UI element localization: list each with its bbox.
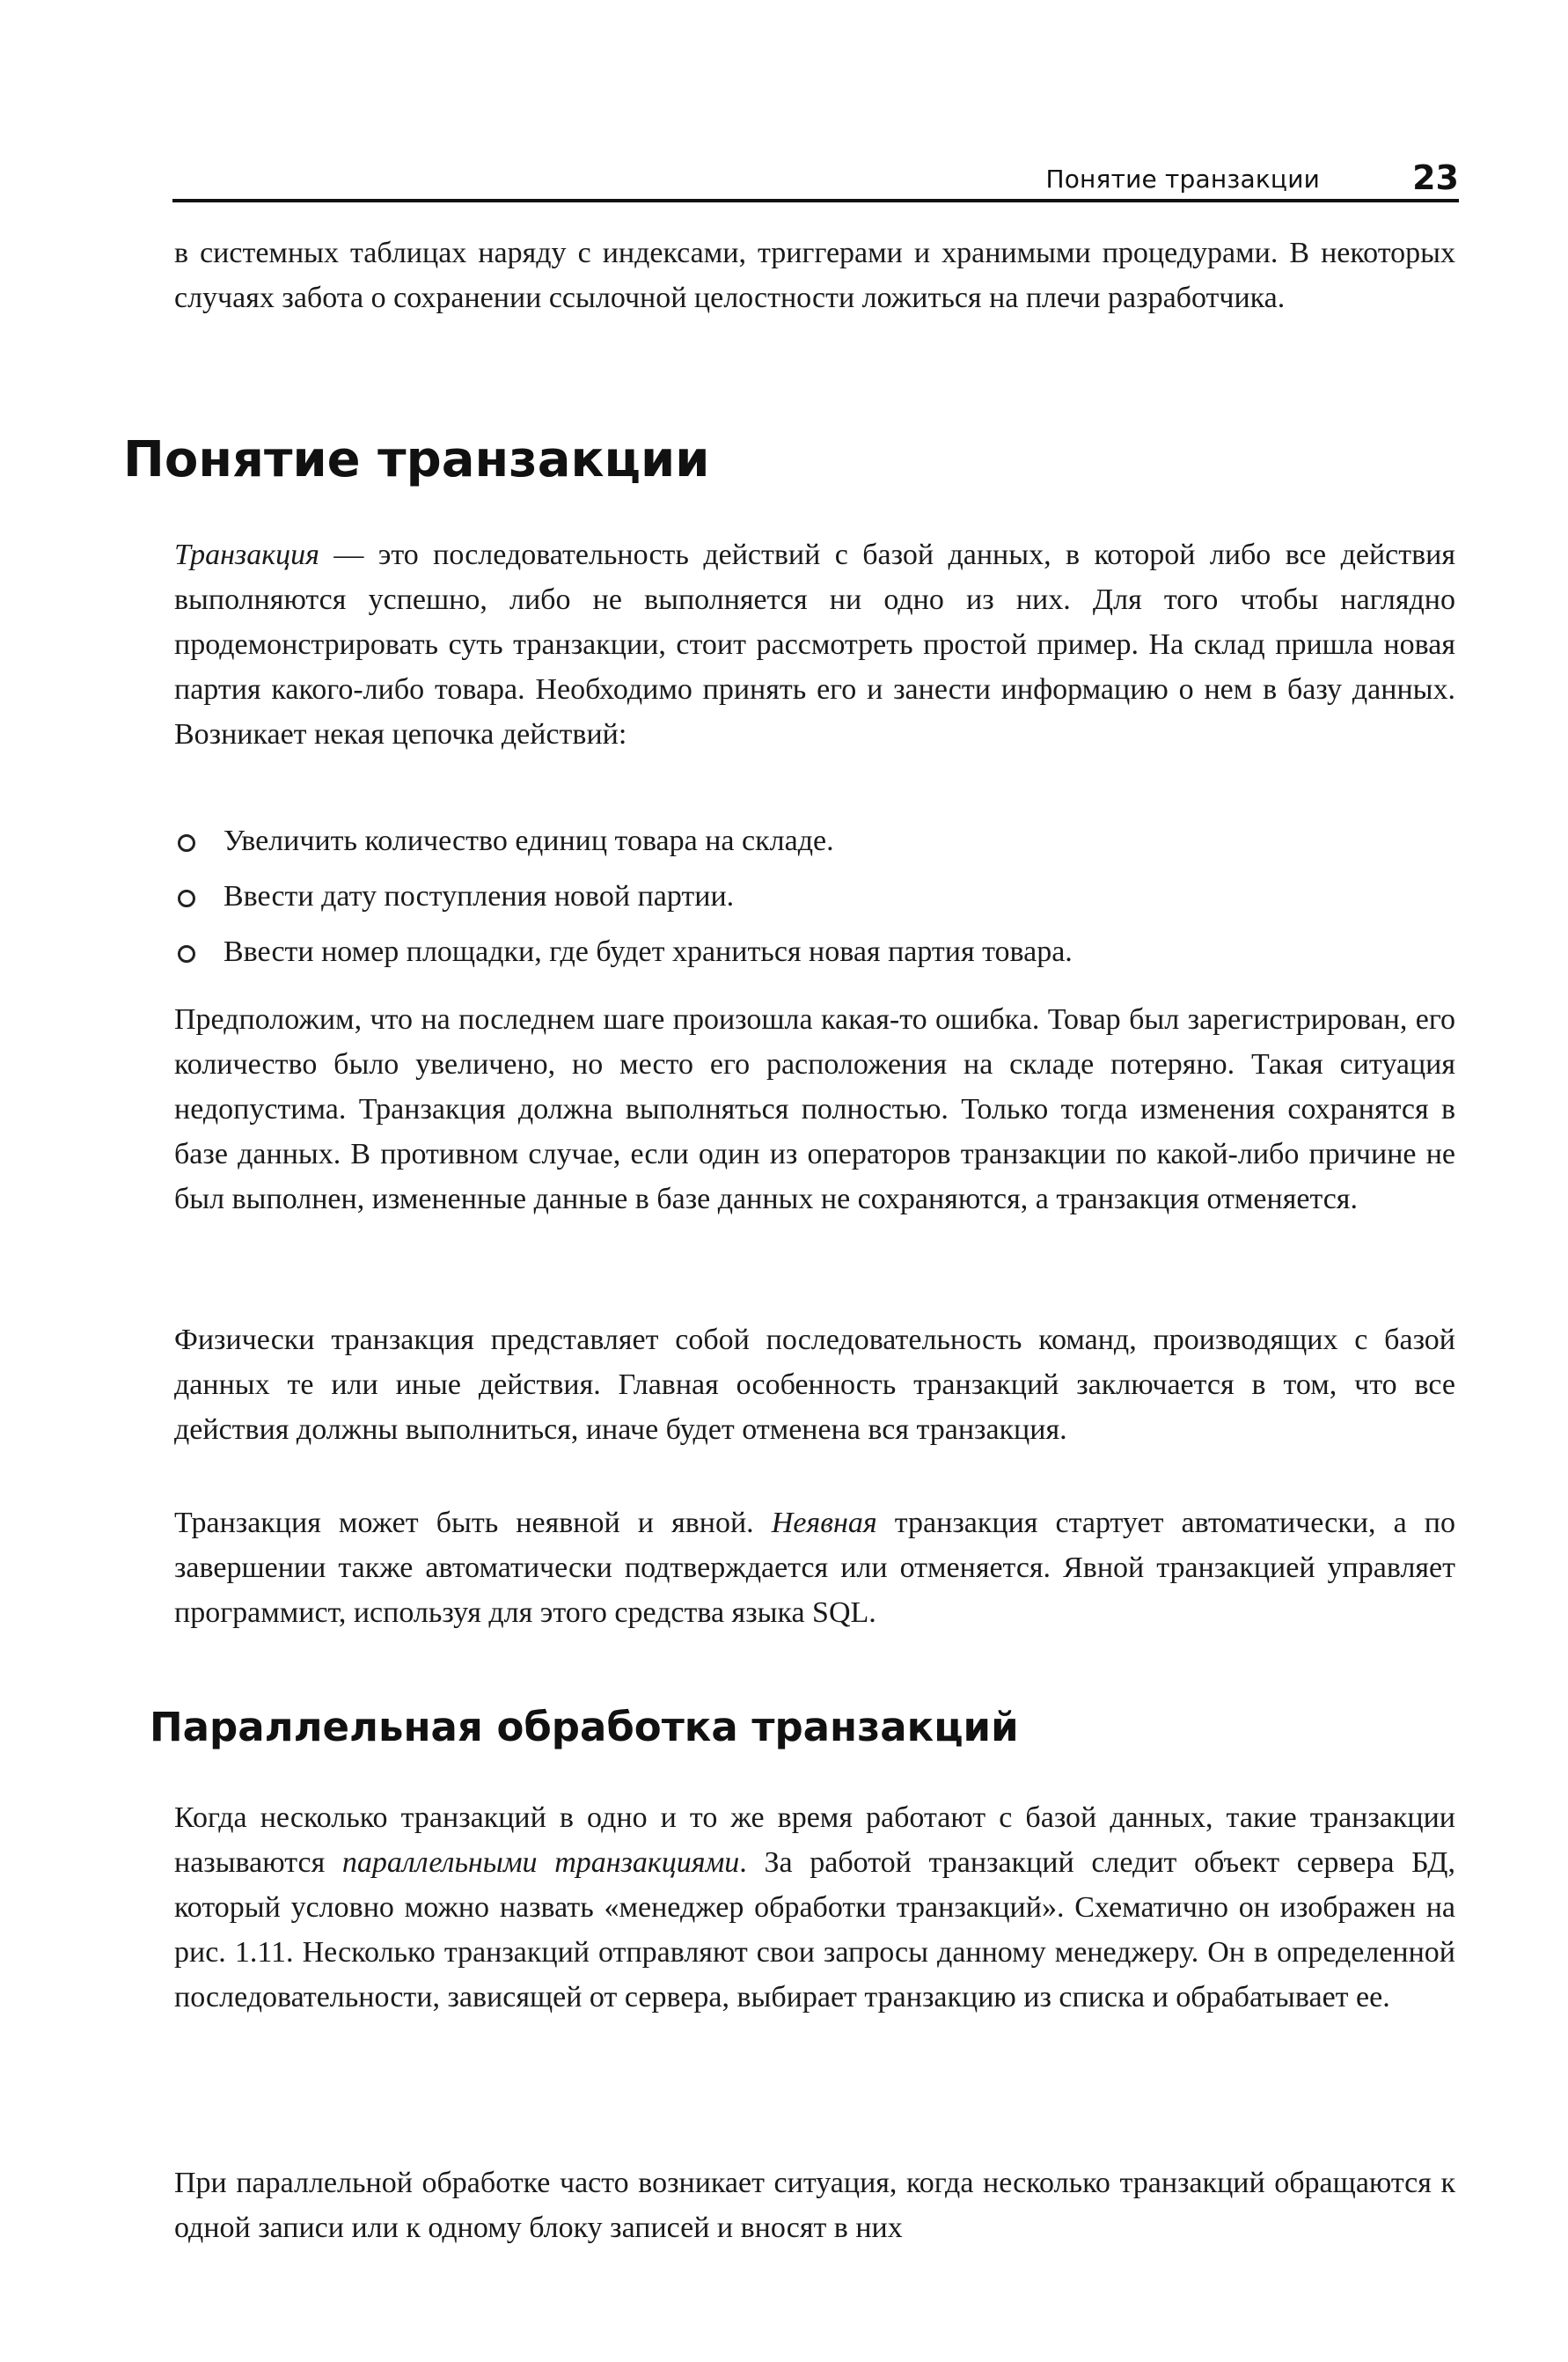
section2-paragraph1 — [174, 1795, 1455, 2020]
section1-paragraph1-text: — это последовательность действий с базой данных, в которой либо все действия выполняются успешно, либо не выполняется ни одно из них. Для того чтобы наглядно продемонстрировать суть транзакции, стоит рассмотреть простой пример. На склад пришла новая партия какого-либо товара. Необходимо принять его и занести информацию о нем в базу данных. Возникает некая цепочка действий: — [174, 539, 1455, 751]
section1-paragraph4-lead: Транзакция может быть неявной и явной. — [174, 1507, 772, 1539]
page-number: 23 — [1412, 158, 1459, 197]
bullet-circle-icon — [178, 890, 195, 907]
list-item-text: Ввести номер площадки, где будет храниться новая партия товара. — [223, 935, 1073, 968]
term-implicit: Неявная — [771, 1507, 877, 1539]
section1-paragraph3-block — [174, 1317, 1455, 1452]
running-header — [172, 141, 1459, 202]
section1-paragraph3: Физически транзакция представляет собой последовательность команд, производящих с базой данных те или иные действия. Главная особенность транзакций заключается в том, что все действия должны выполниться, иначе будет отменена вся транзакция. — [174, 1324, 1455, 1446]
list-item — [174, 818, 1455, 863]
section2-paragraph1-lead: Когда несколько транзакций в одно и то же время работают с базой данных, такие транзакции называются — [174, 1801, 1455, 1879]
bullet-circle-icon — [178, 834, 195, 852]
section-heading-transaction-concept: Понятие транзакции — [123, 431, 710, 488]
list-item-text: Увеличить количество единиц товара на складе. — [223, 825, 834, 857]
section1-paragraph4-block — [174, 1500, 1455, 1635]
section1-paragraph2: Предположим, что на последнем шаге произошла какая-то ошибка. Товар был зарегистрирован, его количество было увеличено, но место его расположения на складе потеряно. Такая ситуация недопустима. Транзакция должна выполняться полностью. Только тогда изменения сохранятся в базе данных. В противном случае, если один из операторов транзакции по какой-либо причине не был выполнен, измененные данные в базе данных не сохраняются, а транзакция отменяется. — [174, 1003, 1455, 1215]
section2-paragraph1-text: . За работой транзакций следит объект сервера БД, который условно можно назвать «менеджер обработки транзакций». Схематично он изображен на рис. 1.11. Несколько транзакций отправляют свои запросы данному менеджеру. Он в определенной последовательности, зависящей от сервера, выбирает транзакцию из списка и обрабатывает ее. — [174, 1846, 1456, 2014]
intro-paragraph-block — [174, 231, 1455, 320]
section1-paragraph2-block — [174, 997, 1455, 1221]
section1-paragraph4-text: транзакция стартует автоматически, а по завершении также автоматически подтверждается или отменяется. Явной транзакцией управляет программист, используя для этого средства языка SQL. — [174, 1507, 1455, 1629]
term-parallel-transactions: параллельными транзакциями — [341, 1846, 740, 1879]
list-item — [174, 874, 1455, 919]
section1-paragraph1 — [174, 532, 1455, 757]
intro-paragraph: в системных таблицах наряду с индексами, триггерами и хранимыми процедурами. В некоторых случаях забота о сохранении ссылочной целостности ложиться на плечи разработчика. — [174, 237, 1455, 314]
list-item — [174, 929, 1455, 974]
term-transaction: Транзакция — [174, 539, 319, 571]
section2-paragraph2: При параллельной обработке часто возникает ситуация, когда несколько транзакций обращаются к одной записи или к одному блоку записей и вносят в них — [174, 2167, 1455, 2244]
list-item-text: Ввести дату поступления новой партии. — [223, 880, 735, 913]
running-title: Понятие транзакции — [1045, 165, 1320, 194]
section1-paragraph4 — [174, 1500, 1455, 1635]
section1-paragraph1-block — [174, 532, 1455, 757]
section2-paragraph1-block — [174, 1795, 1455, 2020]
section2-paragraph2-block — [174, 2160, 1455, 2250]
section-heading-parallel-processing: Параллельная обработка транзакций — [150, 1704, 1019, 1750]
action-chain-list — [174, 818, 1455, 985]
bullet-circle-icon — [178, 945, 195, 963]
